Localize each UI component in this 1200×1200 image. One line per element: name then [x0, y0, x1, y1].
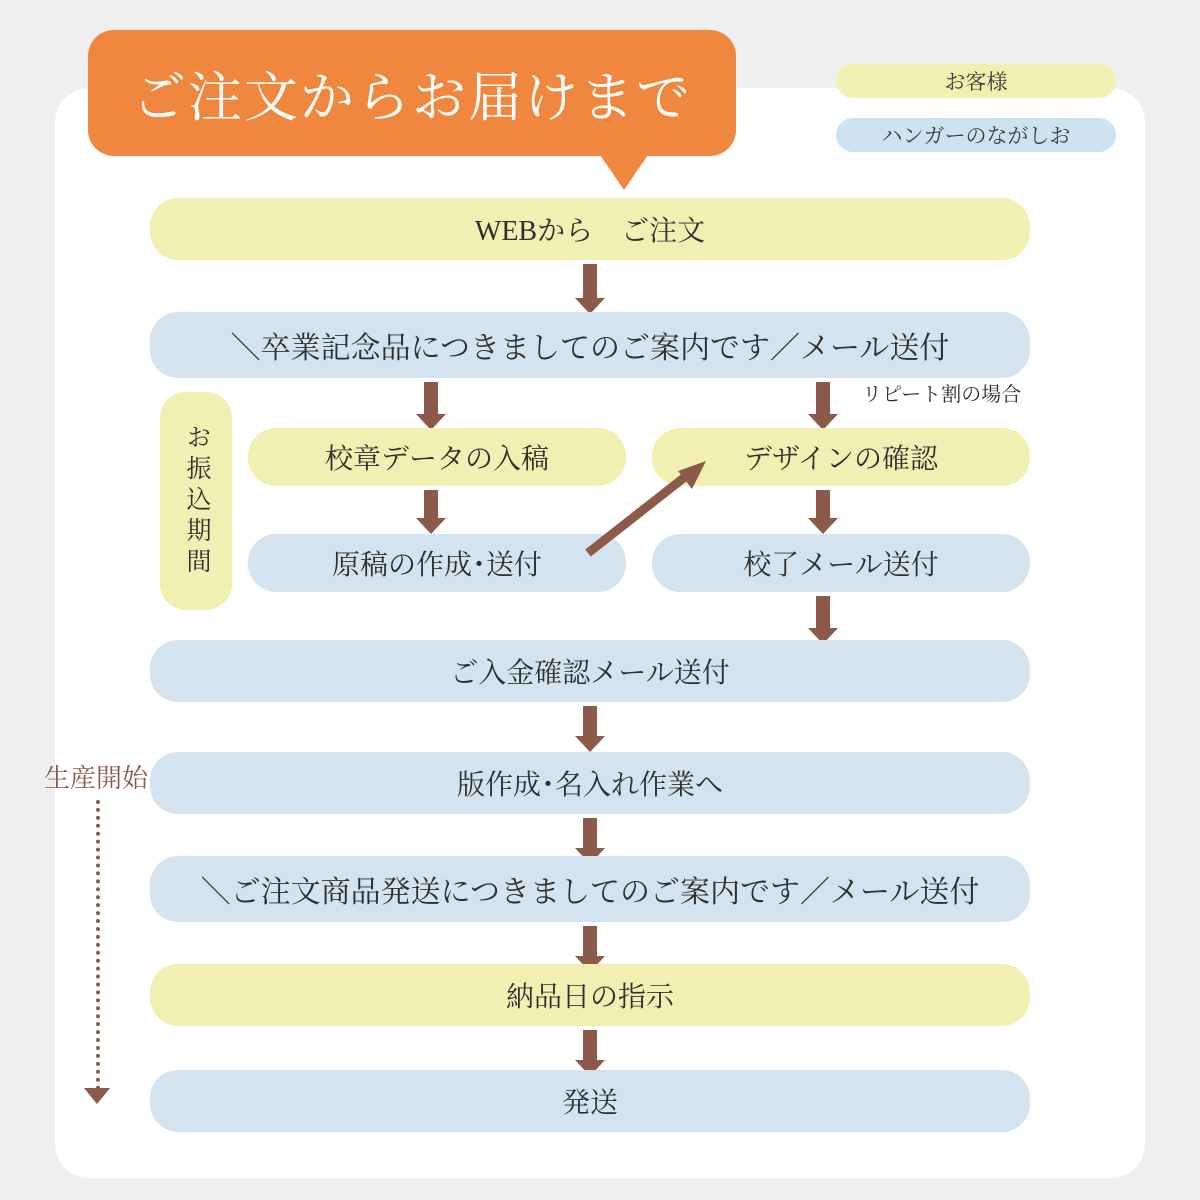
step-dispatch [150, 1070, 1030, 1132]
title-bubble-tail [598, 152, 650, 190]
title-bubble [88, 30, 736, 156]
page-title: ご注文からお届けまで [132, 67, 692, 128]
step-dispatch-label: 発送 [561, 1088, 618, 1119]
payment-period-bracket [160, 392, 232, 610]
legend-shop-label: ハンガーのながしお [881, 124, 1071, 148]
step-design-check-label: デザインの確認 [743, 444, 939, 475]
arrow-emblem-to-manuscript [424, 490, 438, 520]
legend-customer [836, 64, 1116, 98]
production-start-label: 生産開始 [44, 764, 149, 793]
arrow-guide-to-design [816, 382, 830, 416]
step-plate-making-label: 版作成･名入れ作業へ [456, 770, 723, 801]
arrow-payment-to-plate [583, 706, 597, 738]
arrow-proof-to-payment [816, 596, 830, 630]
note-repeat-discount: リピート割の場合 [862, 384, 1022, 406]
step-payment-confirm [150, 640, 1030, 702]
production-start-arrowhead [84, 1088, 110, 1104]
arrow-guide-to-emblem [424, 382, 438, 416]
step-web-order-label: WEBから ご注文 [474, 216, 706, 247]
step-emblem-data [248, 428, 626, 486]
step-payment-confirm-label: ご入金確認メール送付 [450, 658, 730, 689]
arrow-shipping-to-delivery [583, 926, 597, 958]
payment-period-label: お振込期間 [183, 423, 210, 579]
step-manuscript-label: 原稿の作成･送付 [331, 550, 542, 581]
step-web-order [150, 198, 1030, 260]
step-guide-mail-label: ＼卒業記念品につきましてのご案内です／メール送付 [230, 332, 950, 365]
arrow-design-to-proof [816, 490, 830, 520]
step-guide-mail [150, 312, 1030, 378]
arrow-delivery-to-dispatch [583, 1030, 597, 1062]
step-shipping-guide [150, 856, 1030, 922]
step-delivery-date-label: 納品日の指示 [505, 982, 674, 1013]
arrow-manuscript-to-design [580, 455, 710, 560]
step-proof-mail-label: 校了メール送付 [743, 550, 939, 581]
legend-shop [836, 118, 1116, 152]
step-delivery-date [150, 964, 1030, 1026]
arrow-plate-to-shipping [583, 818, 597, 850]
arrow-web-to-guide [583, 264, 597, 300]
step-emblem-data-label: 校章データの入稿 [324, 444, 549, 475]
step-manuscript [248, 534, 626, 592]
step-plate-making [150, 752, 1030, 814]
legend-customer-label: お客様 [944, 70, 1008, 94]
step-shipping-guide-label: ＼ご注文商品発送につきましてのご案内です／メール送付 [200, 876, 980, 909]
production-start-line [96, 800, 100, 1090]
